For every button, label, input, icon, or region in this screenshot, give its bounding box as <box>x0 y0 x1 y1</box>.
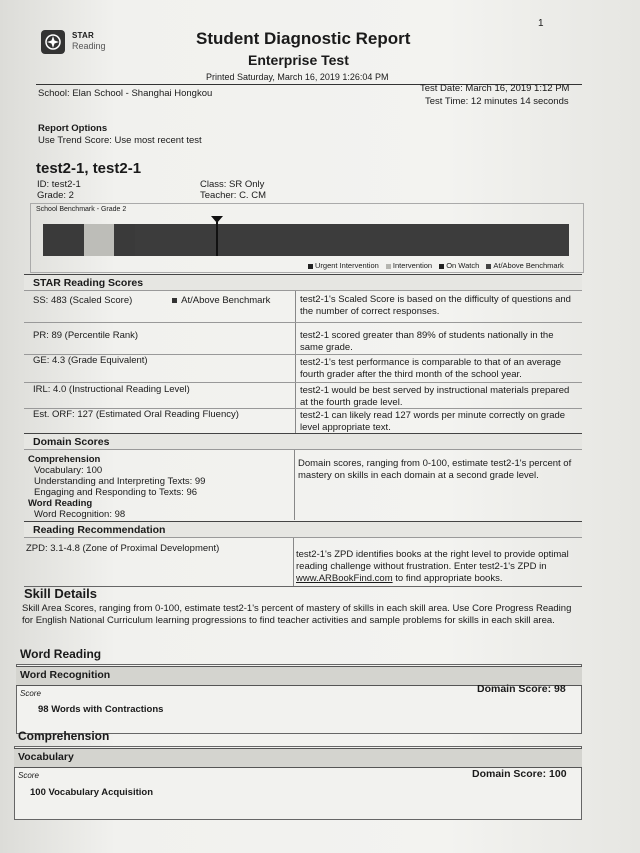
report-subtitle: Enterprise Test <box>248 52 349 68</box>
report-options-title: Report Options <box>38 123 108 134</box>
domain-word-recognition: Word Recognition: 98 <box>34 509 126 520</box>
row-divider <box>24 322 582 323</box>
benchmark-label: School Benchmark - Grade 2 <box>36 206 127 213</box>
school-name: School: Elan School - Shanghai Hongkou <box>38 88 213 99</box>
skill-item-vocabulary-acquisition: 100 Vocabulary Acquisition <box>30 787 154 798</box>
score-label-irl: IRL: 4.0 (Instructional Reading Level) <box>33 384 190 395</box>
badge-text: At/Above Benchmark <box>181 295 271 306</box>
test-date: Test Date: March 16, 2019 1:12 PM <box>420 83 570 94</box>
score-label-pr: PR: 89 (Percentile Rank) <box>33 330 139 341</box>
legend-swatch <box>439 264 444 269</box>
recommendation-bottom-rule <box>24 586 582 587</box>
score-desc-orf: test2-1 can likely read 127 words per minute correctly on grade level appropriate text. <box>300 410 566 433</box>
legend-urgent: Urgent Intervention <box>315 261 379 270</box>
score-desc-irl: test2-1 would be best served by instructional materials prepared at the fourth grade level. <box>300 385 570 408</box>
legend-swatch <box>486 264 491 269</box>
skill-sub-word-recognition: Word Recognition <box>20 669 111 681</box>
benchmark-badge <box>172 295 270 306</box>
skill-details-title: Skill Details <box>24 586 97 601</box>
legend-swatch <box>308 264 313 269</box>
zpd-desc <box>296 549 578 585</box>
page-number: 1 <box>538 18 544 29</box>
score-label: Score <box>20 689 41 698</box>
skill-subheader-bg <box>14 748 582 768</box>
student-teacher: Teacher: C. CM <box>200 190 266 201</box>
student-id: ID: test2-1 <box>37 179 81 190</box>
domain-score-comprehension: Domain Score: 100 <box>472 768 567 780</box>
benchmark-segment <box>43 224 84 256</box>
domain-comprehension-title: Comprehension <box>28 454 101 465</box>
report-options-text: Use Trend Score: Use most recent test <box>38 135 202 146</box>
report-title: Student Diagnostic Report <box>196 29 411 48</box>
domain-section-header: Domain Scores <box>24 433 582 450</box>
domain-score-word-reading: Domain Score: 98 <box>477 683 566 695</box>
logo-star-text: STAR <box>72 31 94 40</box>
domain-understanding: Understanding and Interpreting Texts: 99 <box>34 476 206 487</box>
score-label-ge: GE: 4.3 (Grade Equivalent) <box>33 355 148 366</box>
score-label: Score <box>18 771 39 780</box>
score-desc-ss: test2-1's Scaled Score is based on the difficulty of questions and the number of correct responses. <box>300 294 571 317</box>
legend-swatch <box>386 264 391 269</box>
skill-heading-comprehension: Comprehension <box>18 729 110 743</box>
row-divider <box>24 382 582 383</box>
skill-details-text: Skill Area Scores, ranging from 0-100, estimate test2-1's percent of mastery of skills in each skill area. Use Core Progress Reading for English National Curriculum learning progressions to find teacher activities and sample problems for skills in each skill area. <box>22 603 572 626</box>
skill-item-contractions: 98 Words with Contractions <box>38 704 164 715</box>
score-desc-pr: test2-1 scored greater than 89% of students nationally in the same grade. <box>300 330 554 353</box>
zpd-label: ZPD: 3.1-4.8 (Zone of Proximal Development) <box>26 543 220 554</box>
student-class: Class: SR Only <box>200 179 265 190</box>
recommendation-section-header: Reading Recommendation <box>24 521 582 538</box>
skill-sub-vocabulary: Vocabulary <box>18 751 74 763</box>
zpd-desc-end: to find appropriate books. <box>392 573 503 584</box>
test-time: Test Time: 12 minutes 14 seconds <box>425 96 569 107</box>
scores-column-divider <box>295 291 296 437</box>
score-label-orf: Est. ORF: 127 (Estimated Oral Reading Fluency) <box>33 409 239 420</box>
student-name: test2-1, test2-1 <box>36 160 142 177</box>
score-label-ss: SS: 483 (Scaled Score) <box>33 295 133 306</box>
domain-word-reading-title: Word Reading <box>28 498 93 509</box>
score-desc-ge: test2-1's test performance is comparable to that of an average fourth grader after the third month of the school year. <box>300 357 562 380</box>
logo-reading-text: Reading <box>72 41 106 51</box>
scores-section-header: STAR Reading Scores <box>24 274 582 291</box>
domain-engaging: Engaging and Responding to Texts: 96 <box>34 487 198 498</box>
skill-heading-word-reading: Word Reading <box>20 647 102 661</box>
student-grade: Grade: 2 <box>37 190 74 201</box>
domain-column-divider <box>294 450 295 520</box>
printed-timestamp: Printed Saturday, March 16, 2019 1:26:04 PM <box>206 72 389 82</box>
domain-vocabulary: Vocabulary: 100 <box>34 465 103 476</box>
benchmark-segment <box>135 224 569 256</box>
legend-intervention: Intervention <box>392 261 433 270</box>
arbookfind-link[interactable]: www.ARBookFind.com <box>296 573 393 584</box>
score-marker-line <box>216 222 218 256</box>
legend-at-above: At/Above Benchmark <box>493 261 564 270</box>
legend-on-watch: On Watch <box>446 261 480 270</box>
badge-square-icon <box>172 298 177 303</box>
benchmark-segment <box>84 224 115 256</box>
benchmark-segment <box>114 224 135 256</box>
domain-desc: Domain scores, ranging from 0-100, estimate test2-1's percent of mastery on skills in each domain at a second grade level. <box>298 458 572 481</box>
star-logo-icon <box>41 30 65 54</box>
zpd-desc-text: test2-1's ZPD identifies books at the right level to provide optimal reading challenge without frustration. Enter test2-1's ZPD in <box>296 549 569 572</box>
benchmark-bar <box>43 224 569 256</box>
recommendation-column-divider <box>293 538 294 586</box>
benchmark-legend <box>303 261 564 270</box>
